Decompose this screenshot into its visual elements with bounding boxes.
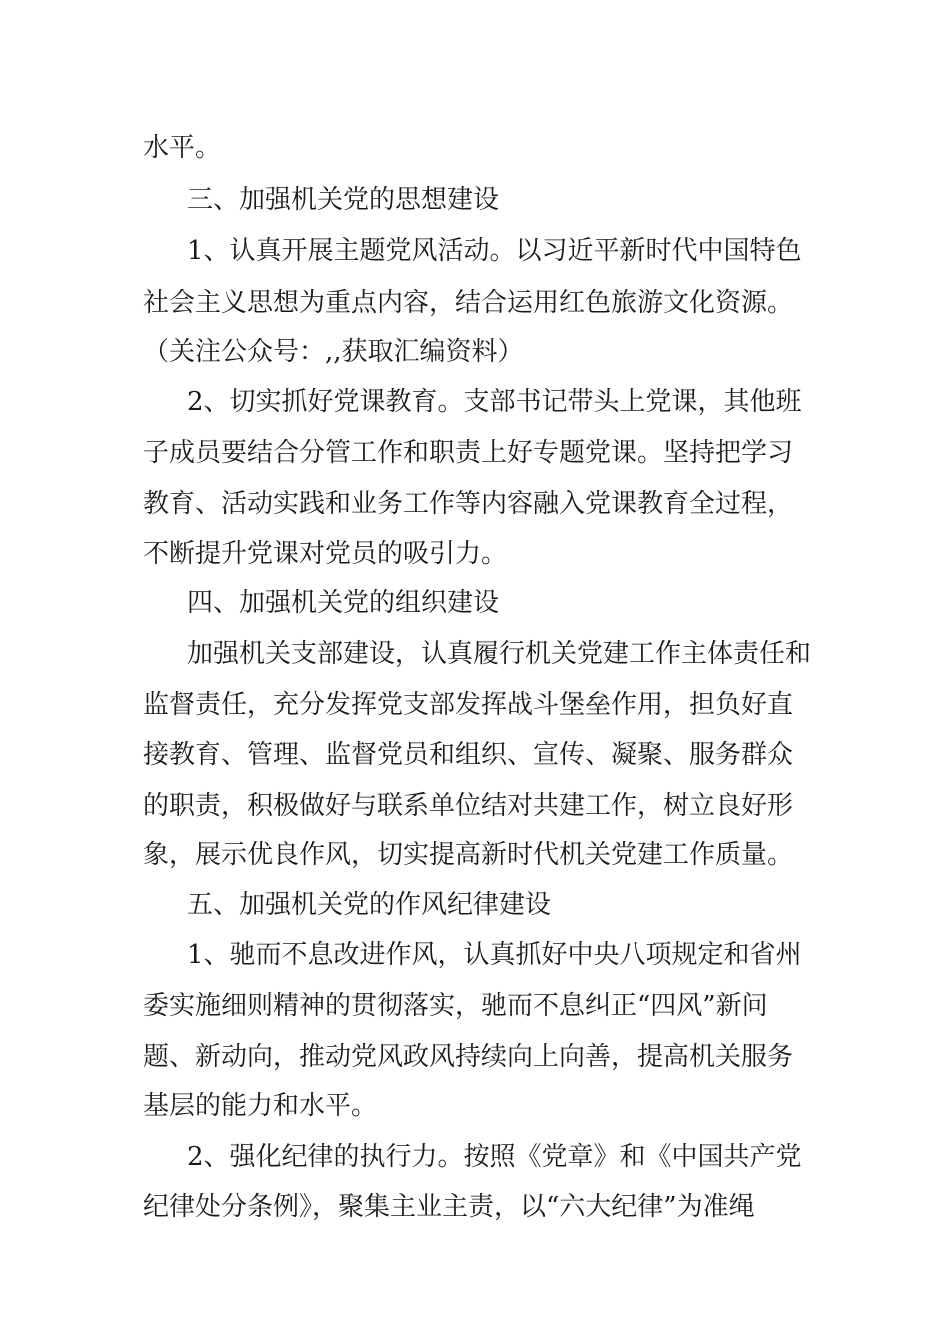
paragraph-line: 接教育、管理、监督党员和组织、宣传、凝聚、服务群众 (143, 740, 794, 770)
paragraph-line: 基层的能力和水平。 (143, 1091, 378, 1121)
paragraph-line: 1、认真开展主题党风活动。以习近平新时代中国特色 (187, 236, 802, 266)
paragraph-line: （关注公众号：,,获取汇编资料） (143, 337, 524, 367)
paragraph-line: 纪律处分条例》，聚集主业主责，以“六大纪律”为准绳 (143, 1192, 755, 1222)
section-heading-4: 四、加强机关党的组织建设 (187, 588, 500, 618)
section-heading-5: 五、加强机关党的作风纪律建设 (187, 890, 552, 920)
paragraph-line: 象，展示优良作风，切实提高新时代机关党建工作质量。 (143, 840, 794, 870)
paragraph-line: 社会主义思想为重点内容，结合运用红色旅游文化资源。 (143, 288, 794, 318)
paragraph-line: 委实施细则精神的贯彻落实，驰而不息纠正“四风”新问 (143, 991, 768, 1021)
paragraph-line: 1、驰而不息改进作风，认真抓好中央八项规定和省州 (187, 940, 802, 970)
text-line-continuation: 水平。 (143, 133, 222, 163)
section-heading-3: 三、加强机关党的思想建设 (187, 185, 500, 215)
paragraph-line: 不断提升党课对党员的吸引力。 (143, 539, 508, 569)
paragraph-line: 2、强化纪律的执行力。按照《党章》和《中国共产党 (187, 1142, 802, 1172)
paragraph-line: 题、新动向，推动党风政风持续向上向善，提高机关服务 (143, 1042, 794, 1072)
paragraph-line: 子成员要结合分管工作和职责上好专题党课。坚持把学习 (143, 438, 794, 468)
paragraph-line: 的职责，积极做好与联系单位结对共建工作，树立良好形 (143, 791, 794, 821)
paragraph-line: 2、切实抓好党课教育。支部书记带头上党课，其他班 (187, 387, 802, 417)
paragraph-line: 加强机关支部建设，认真履行机关党建工作主体责任和 (187, 639, 812, 669)
paragraph-line: 教育、活动实践和业务工作等内容融入党课教育全过程， (143, 489, 794, 519)
paragraph-line: 监督责任，充分发挥党支部发挥战斗堡垒作用，担负好直 (143, 690, 794, 720)
